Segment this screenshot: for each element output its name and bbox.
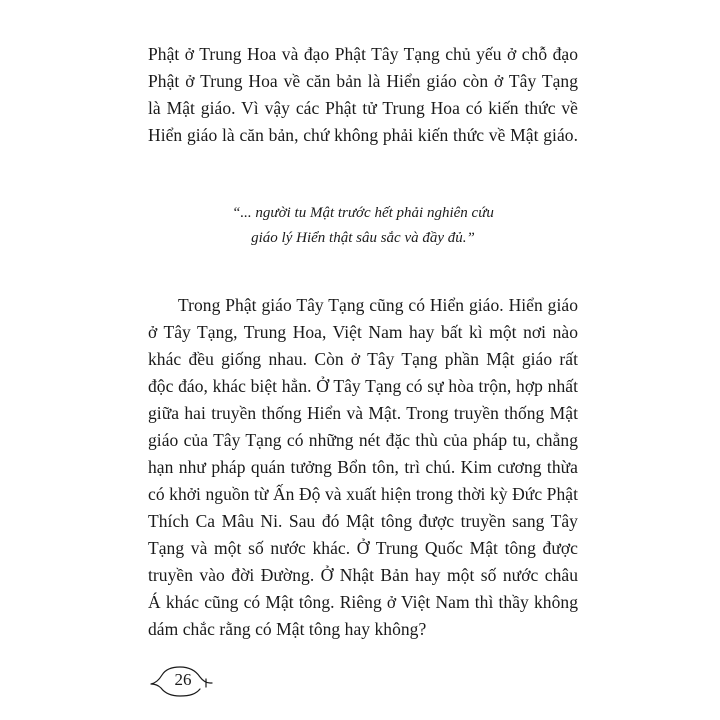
text-line: dám chắc rằng có Mật tông hay không? (148, 619, 427, 639)
text-line: hạn như pháp quán tưởng Bổn tôn, trì chú. Kim cương thừa (148, 457, 578, 477)
text-line: ở Tây Tạng, Trung Hoa, Việt Nam hay bất kì một nơi nào (148, 322, 578, 342)
text-line: Á khác cũng có Mật tông. Riêng ở Việt Nam thì thầy không (148, 592, 578, 612)
text-line: có khởi nguồn từ Ấn Độ và xuất hiện trong thời kỳ Đức Phật (148, 484, 578, 504)
pull-quote (148, 201, 578, 251)
page-number-ornament (150, 664, 214, 698)
body-paragraph-2 (148, 292, 578, 643)
text-line: truyền vào đời Đường. Ở Nhật Bản hay một số nước châu (148, 565, 578, 585)
text-line: Phật ở Trung Hoa và đạo Phật Tây Tạng chủ yếu ở chỗ đạo (148, 44, 578, 64)
text-line: Hiển giáo là căn bản, chứ không phải kiến thức về Mật giáo. (148, 125, 578, 145)
body-paragraph-1 (148, 41, 578, 149)
text-line: giữa hai truyền thống Hiển và Mật. Trong truyền thống Mật (148, 403, 578, 423)
text-line: khác đều giống nhau. Còn ở Tây Tạng phần Mật giáo rất (148, 349, 578, 369)
text-line: giáo của Tây Tạng có những nét đặc thù của pháp tu, chẳng (148, 430, 578, 450)
text-line: là Mật giáo. Vì vậy các Phật tử Trung Hoa có kiến thức về (148, 98, 578, 118)
page-number: 26 (174, 670, 192, 689)
text-line: Tạng và một số nước khác. Ở Trung Quốc Mật tông được (148, 538, 578, 558)
quote-line: “... người tu Mật trước hết phải nghiên cứu (232, 205, 494, 221)
quote-line: giáo lý Hiển thật sâu sắc và đầy đủ.” (251, 230, 475, 246)
text-line: độc đáo, khác biệt hẳn. Ở Tây Tạng có sự hòa trộn, hợp nhất (148, 376, 578, 396)
text-line: Trong Phật giáo Tây Tạng cũng có Hiển giáo. Hiển giáo (178, 295, 578, 315)
text-line: Phật ở Trung Hoa về căn bản là Hiển giáo còn ở Tây Tạng (148, 71, 578, 91)
text-line: Thích Ca Mâu Ni. Sau đó Mật tông được truyền sang Tây (148, 511, 578, 531)
